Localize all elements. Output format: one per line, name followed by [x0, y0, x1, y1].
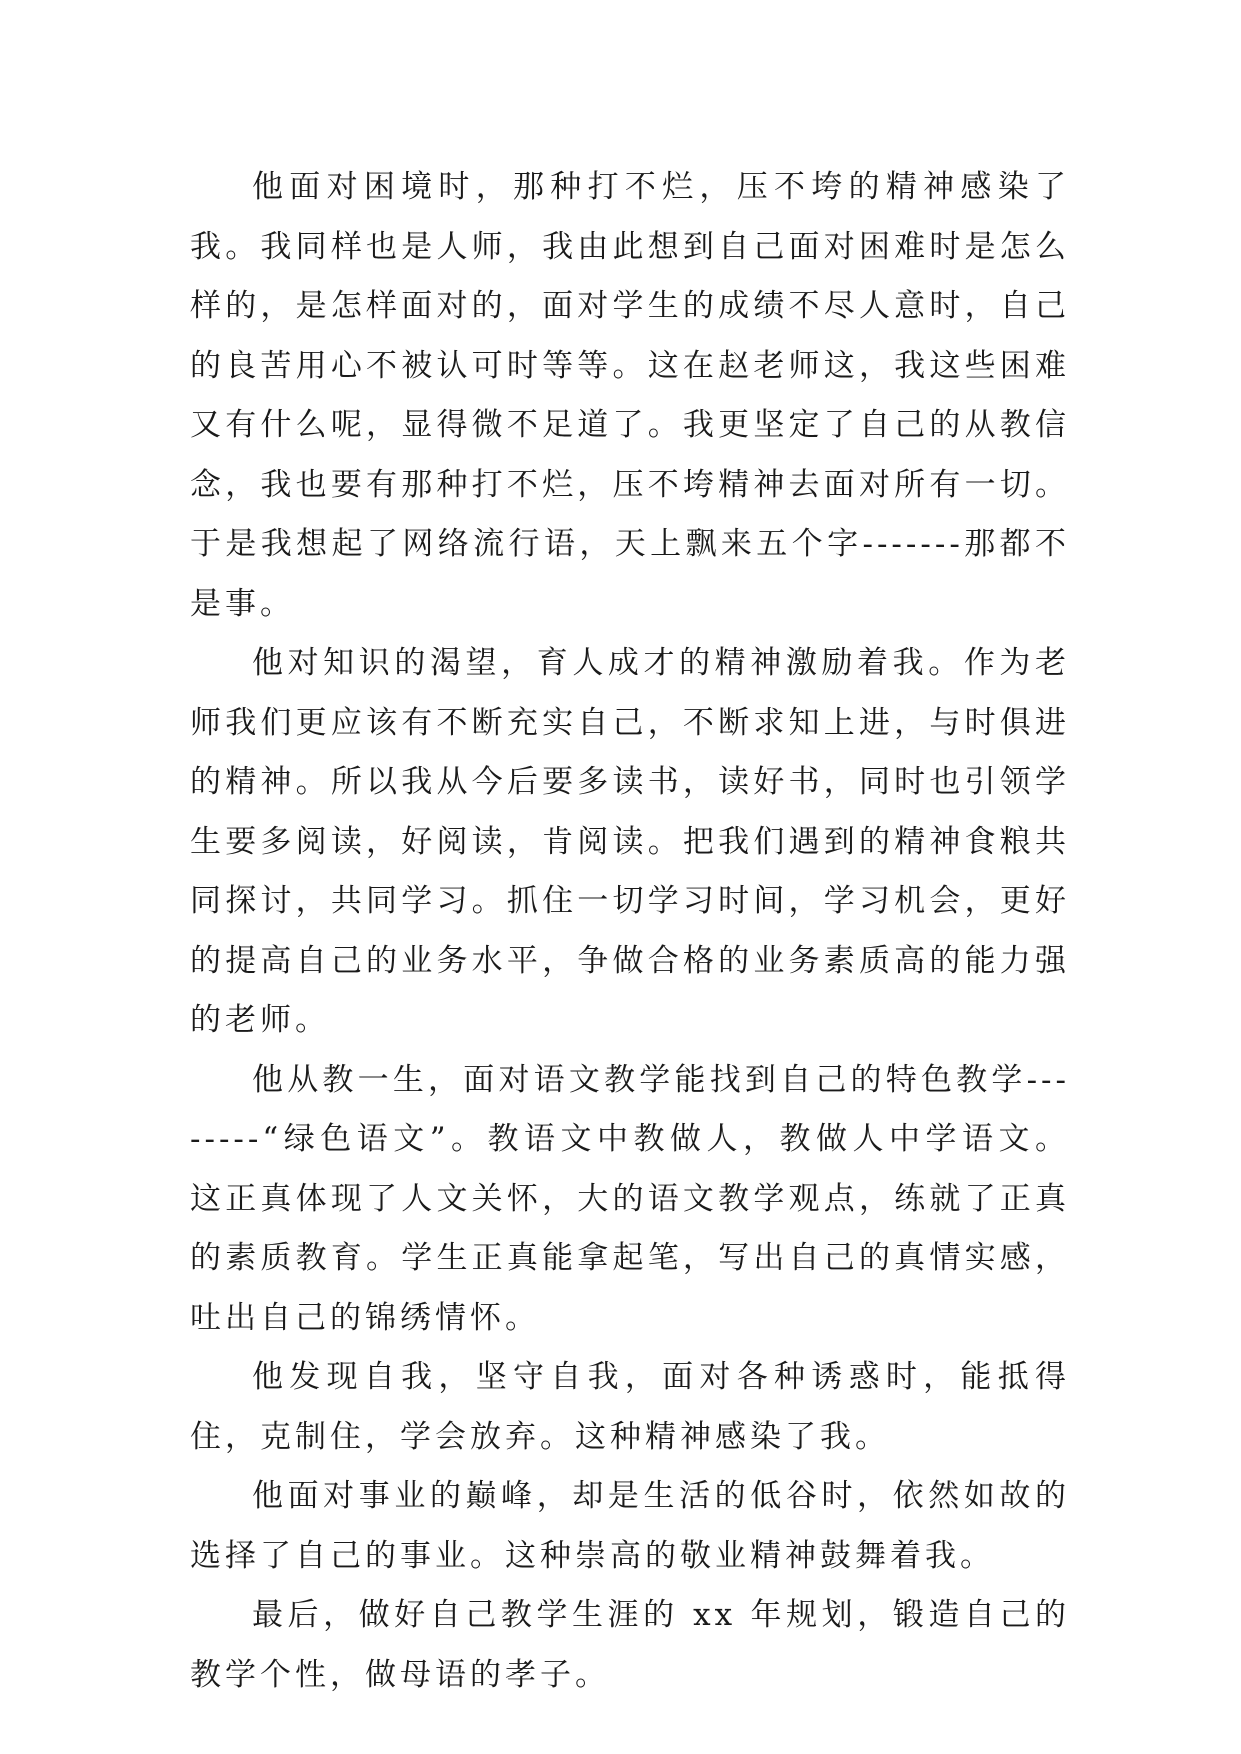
paragraph-knowledge: 他对知识的渴望，育人成才的精神激励着我。作为老师我们更应该有不断充实自己，不断求知上进，与时俱进的精神。所以我从今后要多读书，读好书，同时也引领学生要多阅读，好阅读，肯阅读。把我们遇到的精神食粮共同探讨，共同学习。抓住一切学习时间，学习机会，更好的提高自己的业务水平，争做合格的业务素质高的能力强的老师。 — [190, 645, 1070, 1038]
paragraph-adversity: 他面对困境时，那种打不烂，压不垮的精神感染了我。我同样也是人师，我由此想到自己面对困难时是怎么样的，是怎样面对的，面对学生的成绩不尽人意时，自己的良苦用心不被认可时等等。这在赵老师这，我这些困难又有什么呢，显得微不足道了。我更坚定了自己的从教信念，我也要有那种打不烂，压不垮精神去面对所有一切。于是我想起了网络流行语，天上飘来五个字-------那都不是事。 — [190, 169, 1070, 622]
document-body — [190, 158, 1070, 1705]
paragraph-career-peak: 他面对事业的巅峰，却是生活的低谷时，依然如故的选择了自己的事业。这种崇高的敬业精神鼓舞着我。 — [190, 1478, 1070, 1574]
paragraph-conclusion: 最后，做好自己教学生涯的 xx 年规划，锻造自己的教学个性，做母语的孝子。 — [190, 1597, 1070, 1693]
paragraph-green-chinese: 他从教一生，面对语文教学能找到自己的特色教学--------“绿色语文”。教语文中教做人，教做人中学语文。这正真体现了人文关怀，大的语文教学观点，练就了正真的素质教育。学生正真能拿起笔，写出自己的真情实感，吐出自己的锦绣情怀。 — [190, 1061, 1070, 1336]
paragraph-self-discovery: 他发现自我，坚守自我，面对各种诱惑时，能抵得住，克制住，学会放弃。这种精神感染了我。 — [190, 1359, 1070, 1455]
